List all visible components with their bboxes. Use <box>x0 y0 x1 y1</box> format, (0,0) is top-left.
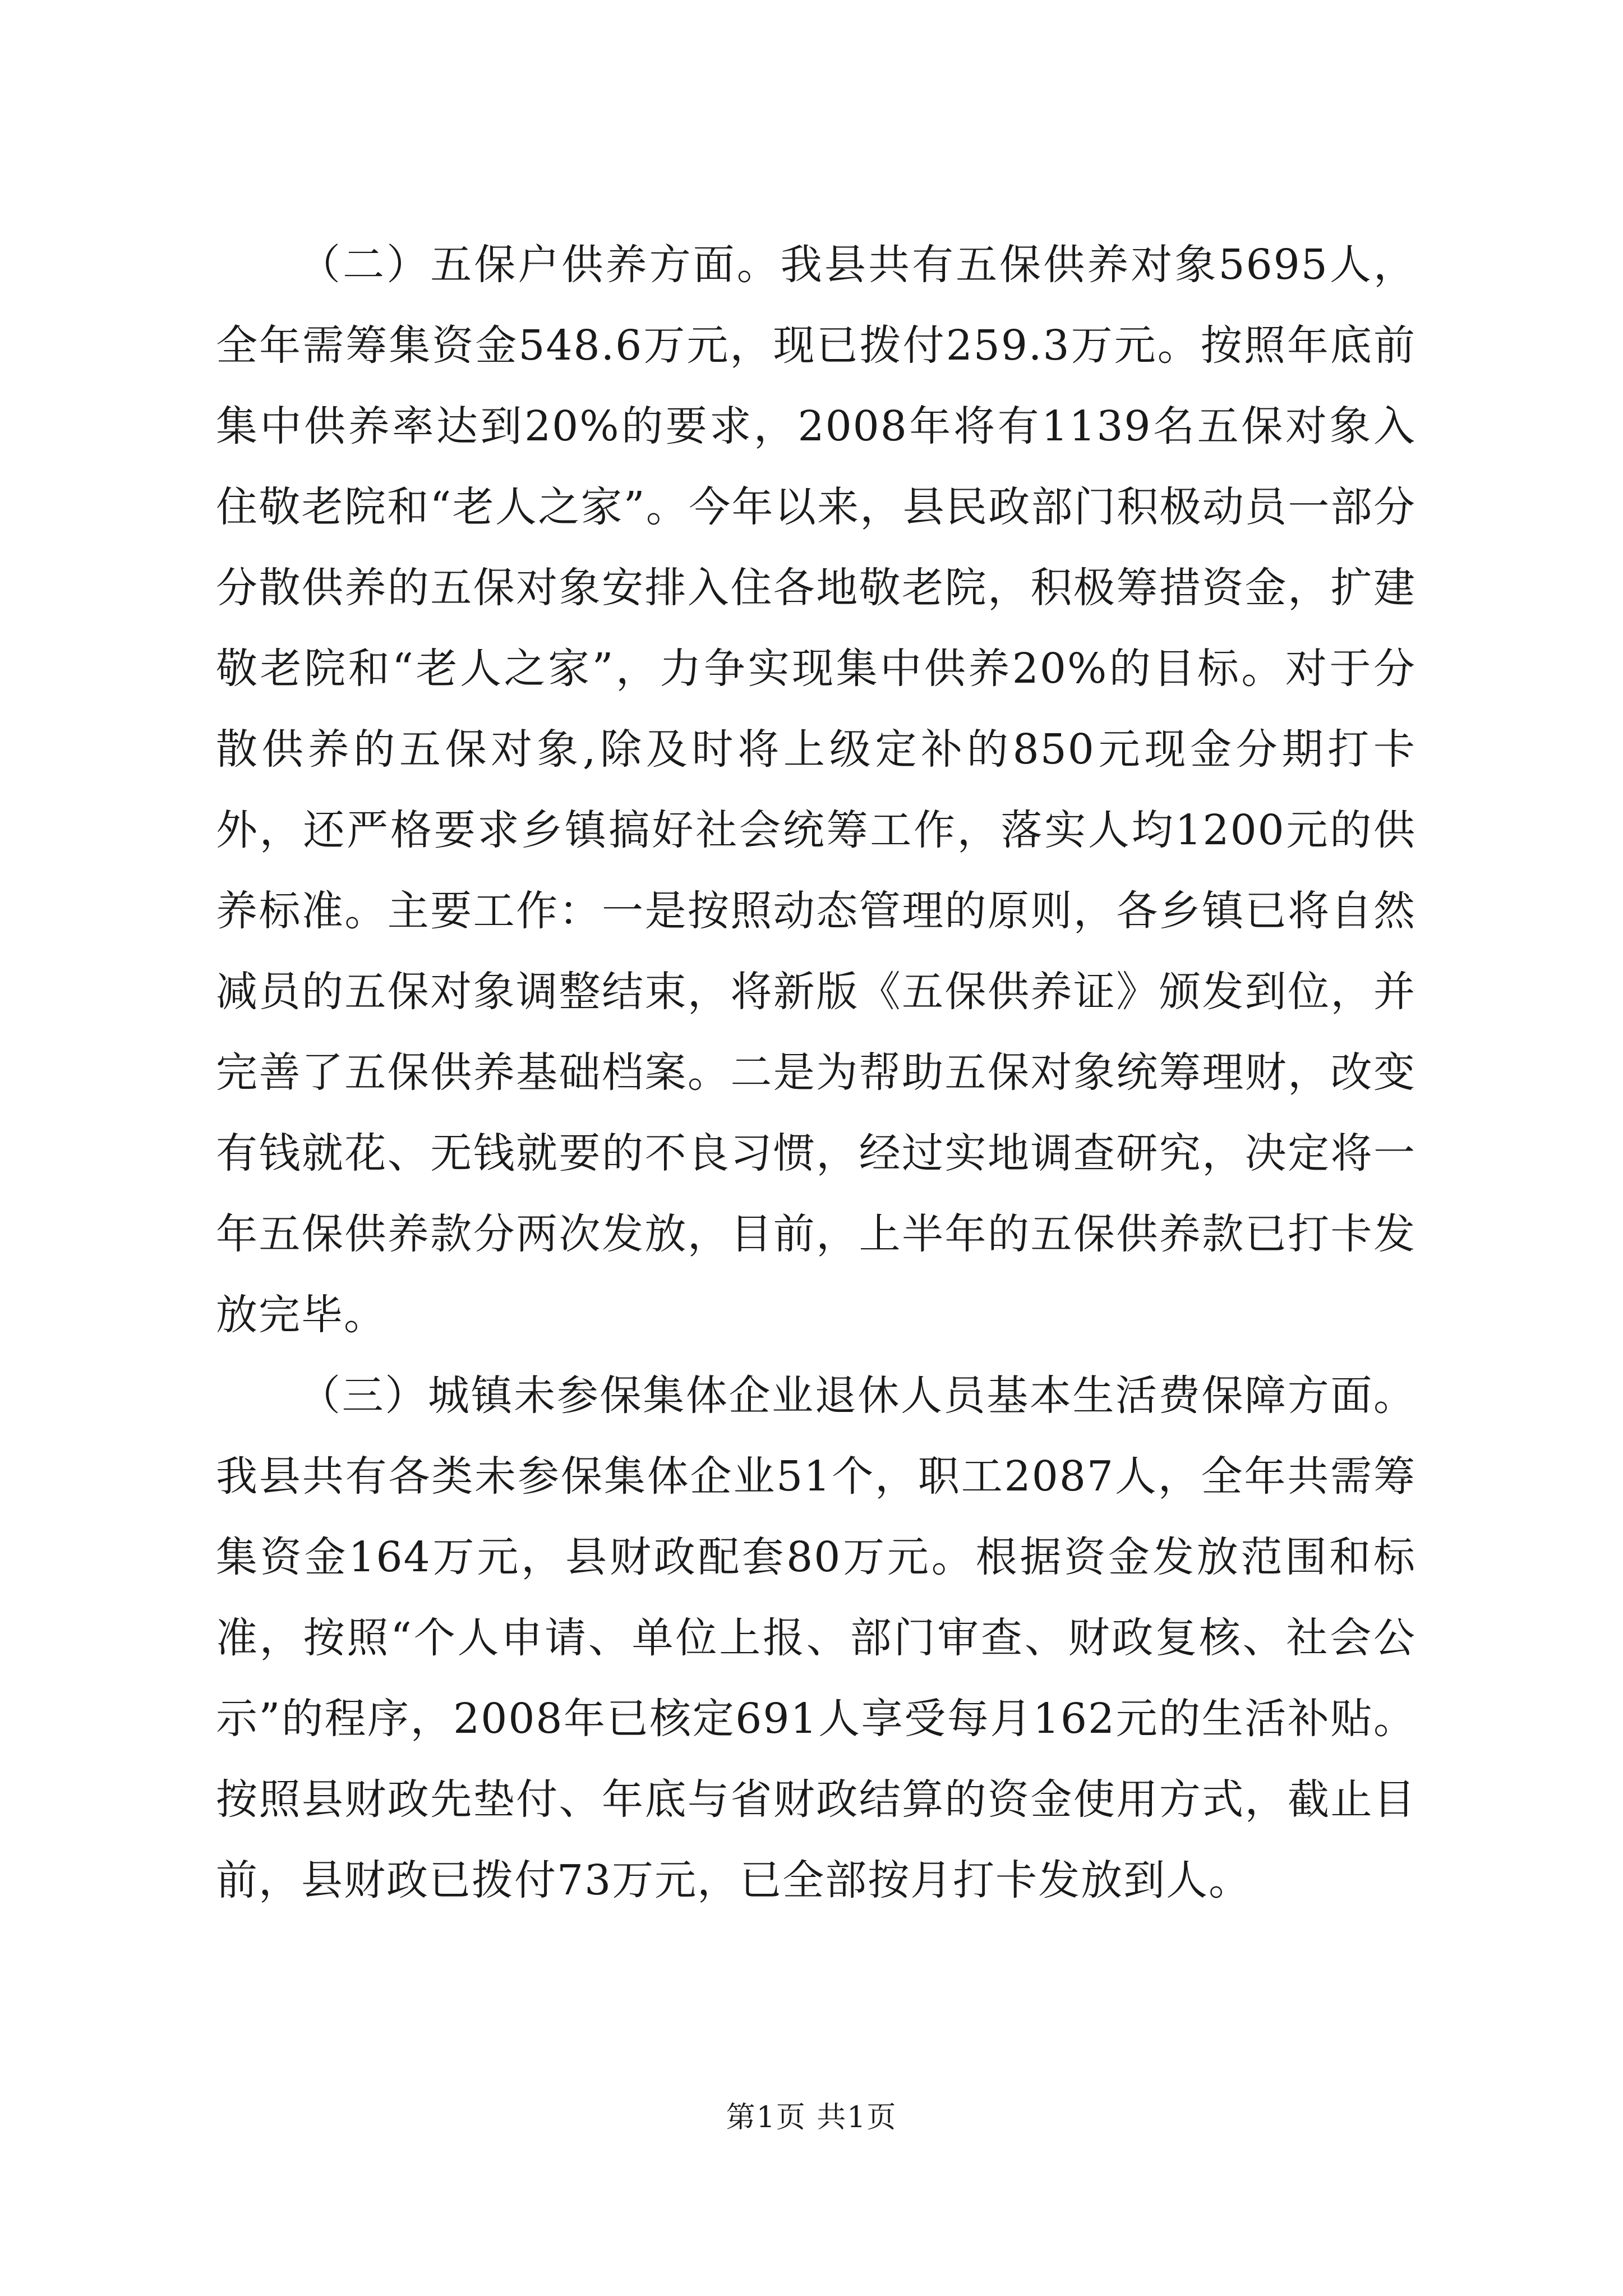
page-footer: 第1页 共1页 <box>726 2101 897 2134</box>
document-body <box>216 224 1416 1921</box>
paragraph-retiree-subsidy: （三）城镇未参保集体企业退休人员基本生活费保障方面。我县共有各类未参保集体企业51个，职工2087人，全年共需筹集资金164万元，县财政配套80万元。根据资金发放范围和标准，按照“个人申请、单位上报、部门审查、财政复核、社会公示”的程序，2008年已核定691人享受每月162元的生活补贴。按照县财政先垫付、年底与省财政结算的资金使用方式，截止目前，县财政已拨付73万元，已全部按月打卡发放到人。 <box>216 1372 1416 1904</box>
paragraph-wubao-support: （二）五保户供养方面。我县共有五保供养对象5695人，全年需筹集资金548.6万元，现已拨付259.3万元。按照年底前集中供养率达到20%的要求，2008年将有1139名五保对象入住敬老院和“老人之家”。今年以来，县民政部门积极动员一部分分散供养的五保对象安排入住各地敬老院，积极筹措资金，扩建敬老院和“老人之家”，力争实现集中供养20%的目标。对于分散供养的五保对象,除及时将上级定补的850元现金分期打卡外，还严格要求乡镇搞好社会统筹工作，落实人均1200元的供养标准。主要工作：一是按照动态管理的原则，各乡镇已将自然减员的五保对象调整结束，将新版《五保供养证》颁发到位，并完善了五保供养基础档案。二是为帮助五保对象统筹理财，改变有钱就花、无钱就要的不良习惯，经过实地调查研究，决定将一年五保供养款分两次发放，目前，上半年的五保供养款已打卡发放完毕。 <box>216 241 1416 1339</box>
